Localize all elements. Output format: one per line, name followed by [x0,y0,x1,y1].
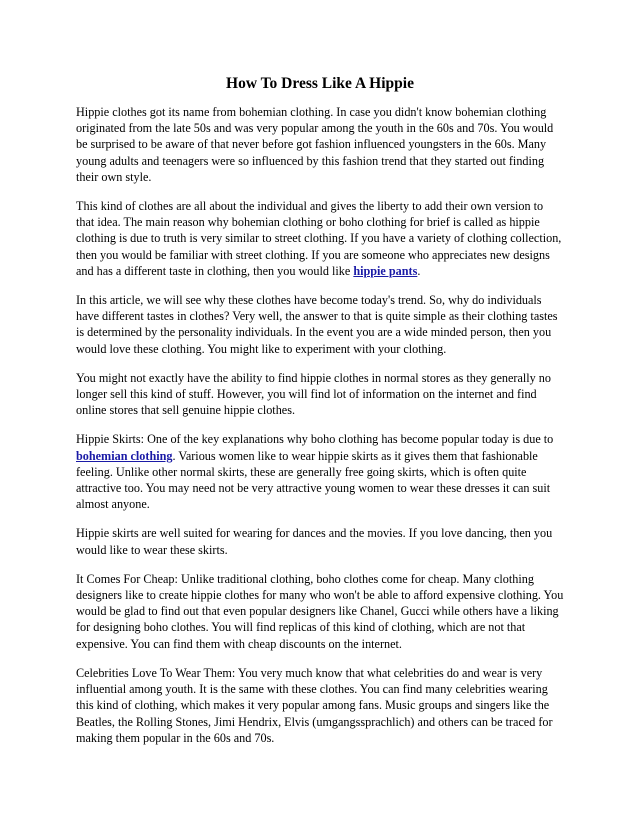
paragraph-2-text-before: This kind of clothes are all about the individual and gives the liberty to add their own version to that idea. The main reason why bohemian clothing or boho clothing for brief is called as hippie clothing is due to truth is very similar to street clothing. If you have a variety of clothing collection, then you would be familiar with street clothing. If you are someone who appreciates new designs and has a different taste in clothing, then you would like [76,199,562,278]
paragraph-4: You might not exactly have the ability to find hippie clothes in normal stores as they generally no longer sell this kind of stuff. However, you will find lot of information on the internet and find online stores that sell genuine hippie clothes. [76,370,551,418]
paragraph-6: Hippie skirts are well suited for wearing for dances and the movies. If you love dancing, then you would like to wear these skirts. [76,526,553,557]
document-page [76,74,564,759]
paragraph-3: In this article, we will see why these clothes have become today's trend. So, why do individuals have different tastes in clothes? Very well, the answer to that is quite simple as their clothing tastes is determined by the personality individuals. In the event you are a wide minded person, then you would love these clothing. You might like to experiment with your clothing. [76,293,558,356]
paragraph-1: Hippie clothes got its name from bohemian clothing. In case you didn't know bohemian clothing originated from the late 50s and was very popular among the youth in the 60s and 70s. You would be surprised to be aware of that never before got fashion influenced youngsters in the 60s. Many young adults and teenagers were so influenced by this fashion trend that they started out finding their own style. [76,105,554,184]
bohemian-clothing-link[interactable]: bohemian clothing [76,448,173,463]
paragraph-2 [76,198,564,279]
paragraph-7: It Comes For Cheap: Unlike traditional clothing, boho clothes come for cheap. Many clothing designers like to create hippie clothes for many who won't be able to afford expensive clothing. You would be glad to find out that even popular designers like Chanel, Gucci while others have a liking for designing boho clothes. You will find replicas of this kind of clothing, which are not that expensive. You can find them with cheap discounts on the internet. [76,571,564,651]
paragraph-5 [76,431,564,512]
paragraph-5-text-after: . Various women like to wear hippie skirts as it gives them that fashionable feeling. Unlike other normal skirts, these are generally free going skirts, which is often quite attractive too. You may need not be very attractive young women to wear these dresses it can suit almost anyone. [76,448,551,512]
hippie-pants-link[interactable]: hippie pants [353,263,418,278]
paragraph-5-text-before: Hippie Skirts: One of the key explanations why boho clothing has become popular today is due to [76,432,554,447]
paragraph-2-text-after: . [417,263,421,278]
paragraph-8: Celebrities Love To Wear Them: You very much know that what celebrities do and wear is very influential among youth. It is the same with these clothes. You can find many celebrities wearing this kind of clothing, which makes it very popular among fans. Music groups and singers like the Beatles, the Rolling Stones, Jimi Hendrix, Elvis (umgangssprachlich) and others can be traced for making them popular in the 60s and 70s. [76,665,553,745]
document-title: How To Dress Like A Hippie [226,75,414,92]
